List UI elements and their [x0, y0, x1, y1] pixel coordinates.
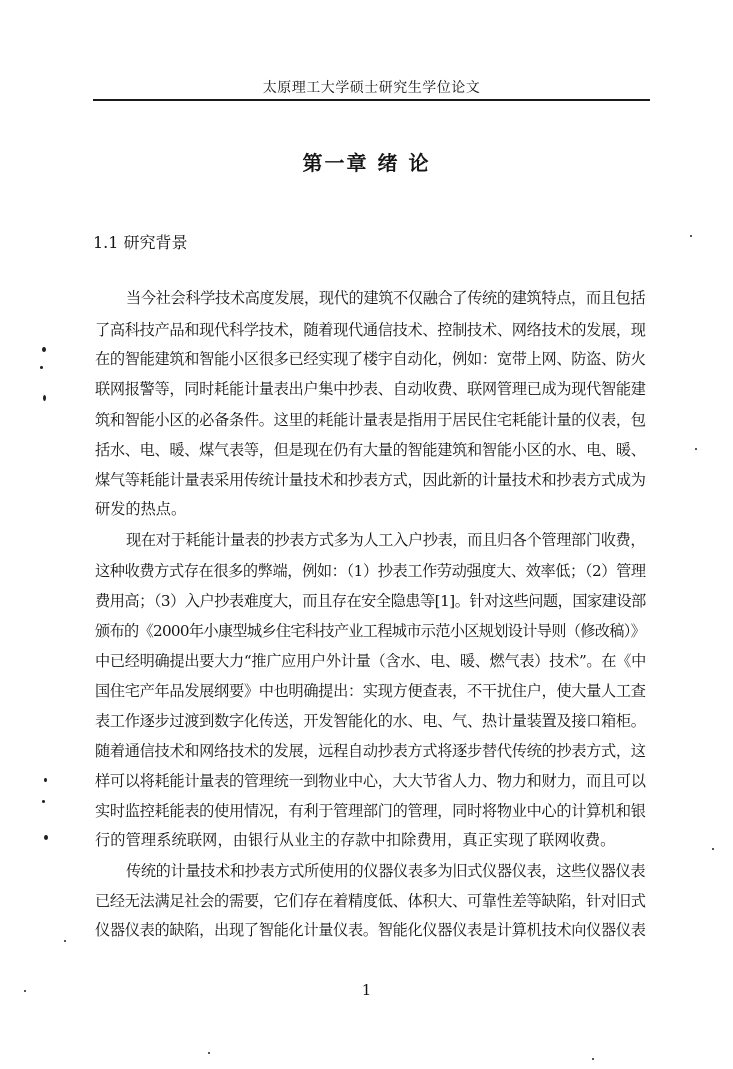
- body-line: 煤气等耗能计量表采用传统计量技术和抄表方式，因此新的计量技术和抄表方式成为: [95, 471, 646, 489]
- body-line: 仪器仪表的缺陷，出现了智能化计量仪表。智能化仪器仪表是计算机技术向仪器仪表: [95, 921, 646, 939]
- scan-speck: [44, 835, 48, 840]
- body-line: 表工作逐步过渡到数字化传送，开发智能化的水、电、气、热计量装置及接口箱柜。: [95, 712, 646, 730]
- body-line: 行的管理系统联网，由银行从业主的存款中扣除费用，真正实现了联网收费。: [95, 831, 615, 849]
- body-line: 传统的计量技术和抄表方式所使用的仪器仪表多为旧式仪器仪表，这些仪器仪表: [126, 862, 646, 880]
- body-line: 这种收费方式存在很多的弊端，例如：（1）抄表工作劳动强度大、效率低；（2）管理: [95, 562, 646, 580]
- body-line: 联网报警等，同时耗能计量表出户集中抄表、自动收费、联网管理已成为现代智能建: [95, 380, 646, 398]
- body-line: 国住宅产年品发展纲要》中也明确提出：实现方便查表，不干扰住户，使大量人工查: [95, 682, 646, 700]
- body-line: 费用高；（3）入户抄表难度大，而且存在安全隐患等[1]。针对这些问题，国家建设部: [95, 592, 646, 610]
- scan-speck: [24, 990, 26, 992]
- body-line: 在的智能建筑和智能小区很多已经实现了楼宇自动化，例如：宽带上网、防盗、防火: [95, 350, 646, 368]
- body-line: 研发的热点。: [95, 500, 187, 518]
- body-line: 已经无法满足社会的需要，它们存在着精度低、体积大、可靠性差等缺陷，针对旧式: [95, 892, 646, 910]
- body-line: 筑和智能小区的必备条件。这里的耗能计量表是指用于居民住宅耗能计量的仪表，包: [95, 411, 646, 429]
- body-line: 颁布的《2000年小康型城乡住宅科技产业工程城市示范小区规划设计导则（修改稿）》: [95, 622, 646, 640]
- section-heading: 1.1 研究背景: [93, 233, 188, 252]
- scan-speck: [712, 848, 714, 850]
- scan-speck: [43, 395, 46, 401]
- page-number: 1: [361, 981, 372, 999]
- scan-speck: [208, 1052, 210, 1054]
- chapter-title: 第一章 绪 论: [302, 151, 431, 175]
- body-line: 括水、电、暖、煤气表等，但是现在仍有大量的智能建筑和智能小区的水、电、暖、: [95, 441, 646, 459]
- body-line: 实时监控耗能表的使用情况，有利于管理部门的管理，同时将物业中心的计算机和银: [95, 802, 646, 820]
- scan-speck: [64, 940, 66, 942]
- running-header: 太原理工大学硕士研究生学位论文: [262, 80, 481, 96]
- scan-speck: [44, 778, 47, 782]
- scan-speck: [40, 366, 43, 369]
- body-line: 当今社会科学技术高度发展，现代的建筑不仅融合了传统的建筑特点，而且包括: [126, 289, 646, 307]
- scan-speck: [592, 1058, 594, 1060]
- body-line: 随着通信技术和网络技术的发展，远程自动抄表方式将逐步替代传统的抄表方式，这: [95, 742, 646, 760]
- scan-speck: [695, 448, 697, 450]
- body-line: 中已经明确提出要大力“推广应用户外计量（含水、电、暖、燃气表）技术”。在《中: [95, 652, 646, 670]
- body-line: 现在对于耗能计量表的抄表方式多为人工入户抄表，而且归各个管理部门收费，: [126, 531, 646, 549]
- body-line: 了高科技产品和现代科学技术，随着现代通信技术、控制技术、网络技术的发展，现: [95, 321, 646, 339]
- header-rule: [93, 99, 650, 101]
- scan-speck: [42, 347, 46, 352]
- scan-speck: [42, 800, 45, 803]
- body-line: 样可以将耗能计量表的管理统一到物业中心，大大节省人力、物力和财力，而且可以: [95, 772, 646, 790]
- scan-speck: [690, 235, 692, 237]
